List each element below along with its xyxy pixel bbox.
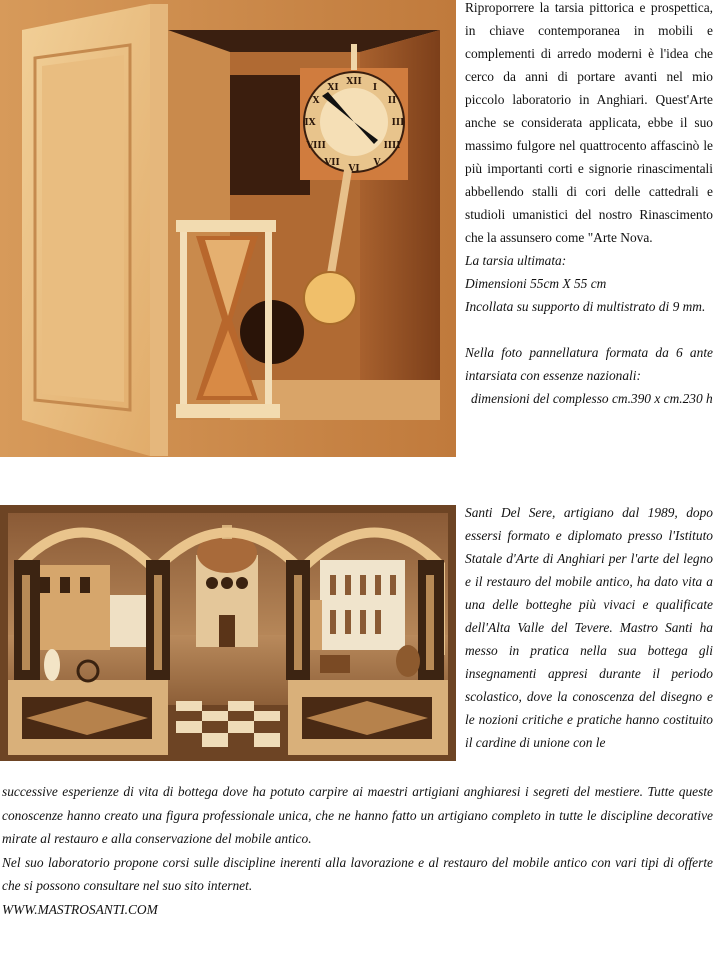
bio-column-text: Santi Del Sere, artigiano dal 1989, dopo essersi formato e diplomato presso l'Istituto Statale d'Arte di Anghiari per l'arte del legno e il restauro del mobile antico, ha dato vita a una delle botteghe più vivaci e qualificate dell'Alta Valle del Tevere. Mastro Santi ha messo in pratica nella sua bottega gli insegnamenti appresi durante il periodo scolastico, dove la conoscenza del disegno e le nozioni critiche e pratiche hanno costituito il cardine di unione con le — [465, 505, 713, 750]
clock-numeral: II — [387, 96, 397, 106]
specs-heading: La tarsia ultimata: — [465, 253, 567, 268]
clock-numeral: V — [373, 158, 381, 168]
clock-numeral: VIII — [306, 141, 326, 151]
spacer — [465, 318, 713, 341]
clock-numeral: XI — [327, 83, 339, 93]
website-link[interactable]: WWW.MASTROSANTI.COM — [2, 901, 158, 917]
intarsia-clock-photo — [0, 0, 456, 457]
specs-support: Incollata su supporto di multistrato di 9 mm. — [465, 299, 706, 314]
clock-numeral: VII — [324, 158, 340, 168]
clock-numeral: IX — [304, 118, 316, 128]
intarsia-clock-image — [0, 0, 456, 457]
intro-paragraph: Riproporrere la tarsia pittorica e prospettica, in chiave contemporanea in mobili e complementi di arredo moderni è l'idea che cerco da anni di portare avanti nel mio piccolo laboratorio in Anghiari. Quest'Arte anche se considerata applicata, ebbe il suo massimo fulgore nel quattrocento affascinò le più importanti corti e signorie rinascimentali abbellendo stalli di cori delle cattedrali e studioli umanistici del nostro Rinascimento che la assunsero come "Arte Nova. — [465, 0, 713, 245]
panel-dimensions: dimensioni del complesso cm.390 x cm.230 h — [471, 391, 713, 406]
bio-courses: Nel suo laboratorio propone corsi sulle discipline inerenti alla lavorazione e al restauro del mobile antico con vari tipi di offerte che si possono consultare nel suo sito internet. — [2, 854, 713, 893]
bio-column — [465, 501, 713, 754]
clock-numeral: VI — [348, 164, 360, 174]
intarsia-panel-image — [0, 505, 456, 761]
clock-numeral: I — [372, 83, 378, 93]
clock-numeral: IIII — [383, 141, 401, 151]
clock-numeral: III — [391, 118, 405, 128]
clock-numeral: X — [312, 96, 320, 106]
intarsia-panel-photo — [0, 505, 456, 761]
specs-dimensions: Dimensioni 55cm X 55 cm — [465, 276, 607, 291]
intro-column — [465, 0, 713, 410]
clock-numeral: XII — [346, 77, 362, 87]
panel-description: Nella foto pannellatura formata da 6 ante intarsiata con essenze nazionali: — [465, 345, 713, 383]
bio-continuation: successive esperienze di vita di bottega dove ha potuto carpire ai maestri artigiani anghiaresi i segreti del mestiere. Tutte queste conoscenze hanno creato una figura professionale unica, che ne hanno fatto un artigiano completo in tutte le discipline decorative mirate al restauro e alla conservazione del mobile antico. — [2, 784, 713, 846]
bio-full-width — [2, 780, 713, 921]
